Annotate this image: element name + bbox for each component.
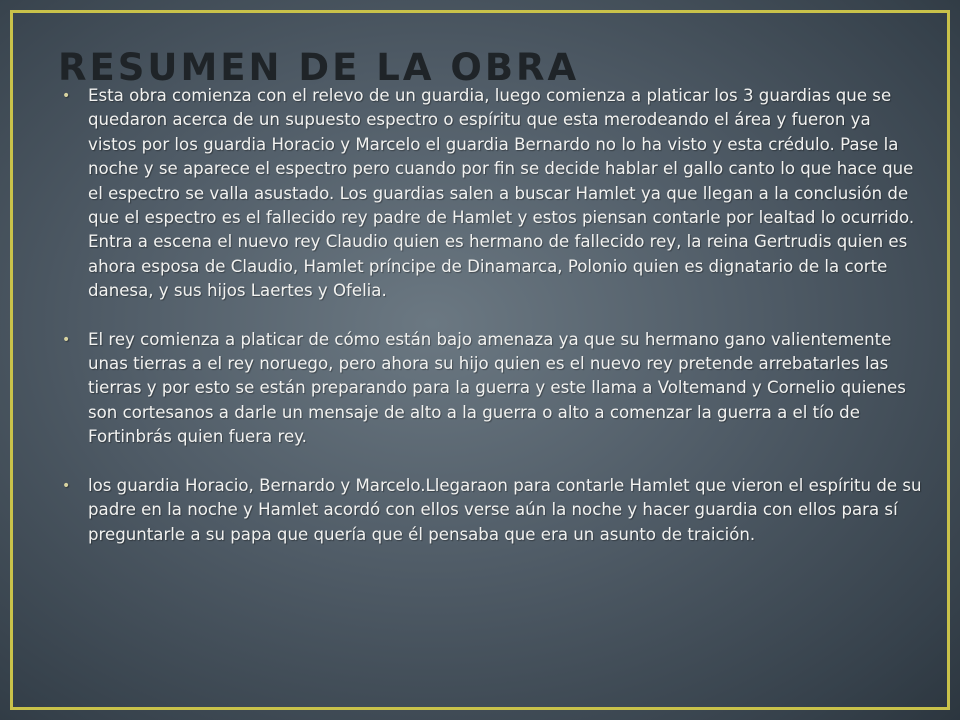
bullet-item (62, 474, 924, 547)
bullet-item (62, 84, 924, 304)
bullet-item (62, 328, 924, 450)
bullet-text: Esta obra comienza con el relevo de un guardia, luego comienza a platicar los 3 guardias que se quedaron acerca de un supuesto espectro o espíritu que esta merodeando el área y fueron ya vistos por los guardia Horacio y Marcelo el guardia Bernardo no lo ha visto y esta crédulo. Pase la noche y se aparece el espectro pero cuando por fin se decide hablar el gallo canto lo que hace que el espectro se valla asustado. Los guardias salen a buscar Hamlet ya que llegan a la conclusión de que el espectro es el fallecido rey padre de Hamlet y estos piensan contarle por lealtad lo ocurrido. Entra a escena el nuevo rey Claudio quien es hermano de fallecido rey, la reina Gertrudis quien es ahora esposa de Claudio, Hamlet príncipe de Dinamarca, Polonio quien es dignatario de la corte danesa, y sus hijos Laertes y Ofelia. (88, 86, 915, 301)
bullet-list (62, 84, 924, 571)
bullet-icon: • (62, 331, 71, 348)
bullet-icon: • (62, 477, 71, 494)
bullet-icon: • (62, 88, 71, 104)
bullet-text: El rey comienza a platicar de cómo están bajo amenaza ya que su hermano gano valientemente unas tierras a el rey noruego, pero ahora su hijo quien es el nuevo rey pretende arrebatarles las tierras y por esto se están preparando para la guerra y este llama a Voltemand y Cornelio quienes son cortesanos a darle un mensaje de alto a la guerra o alto a comenzar la guerra a el tío de Fortinbrás quien fuera rey. (88, 329, 906, 447)
bullet-text: los guardia Horacio, Bernardo y Marcelo.Llegaraon para contarle Hamlet que vieron el espíritu de su padre en la noche y Hamlet acordó con ellos verse aún la noche y hacer guardia con ellos para sí preguntarle a su papa que quería que él pensaba que era un asunto de traición. (88, 475, 922, 544)
slide-title: RESUMEN DE LA OBRA (58, 46, 580, 89)
